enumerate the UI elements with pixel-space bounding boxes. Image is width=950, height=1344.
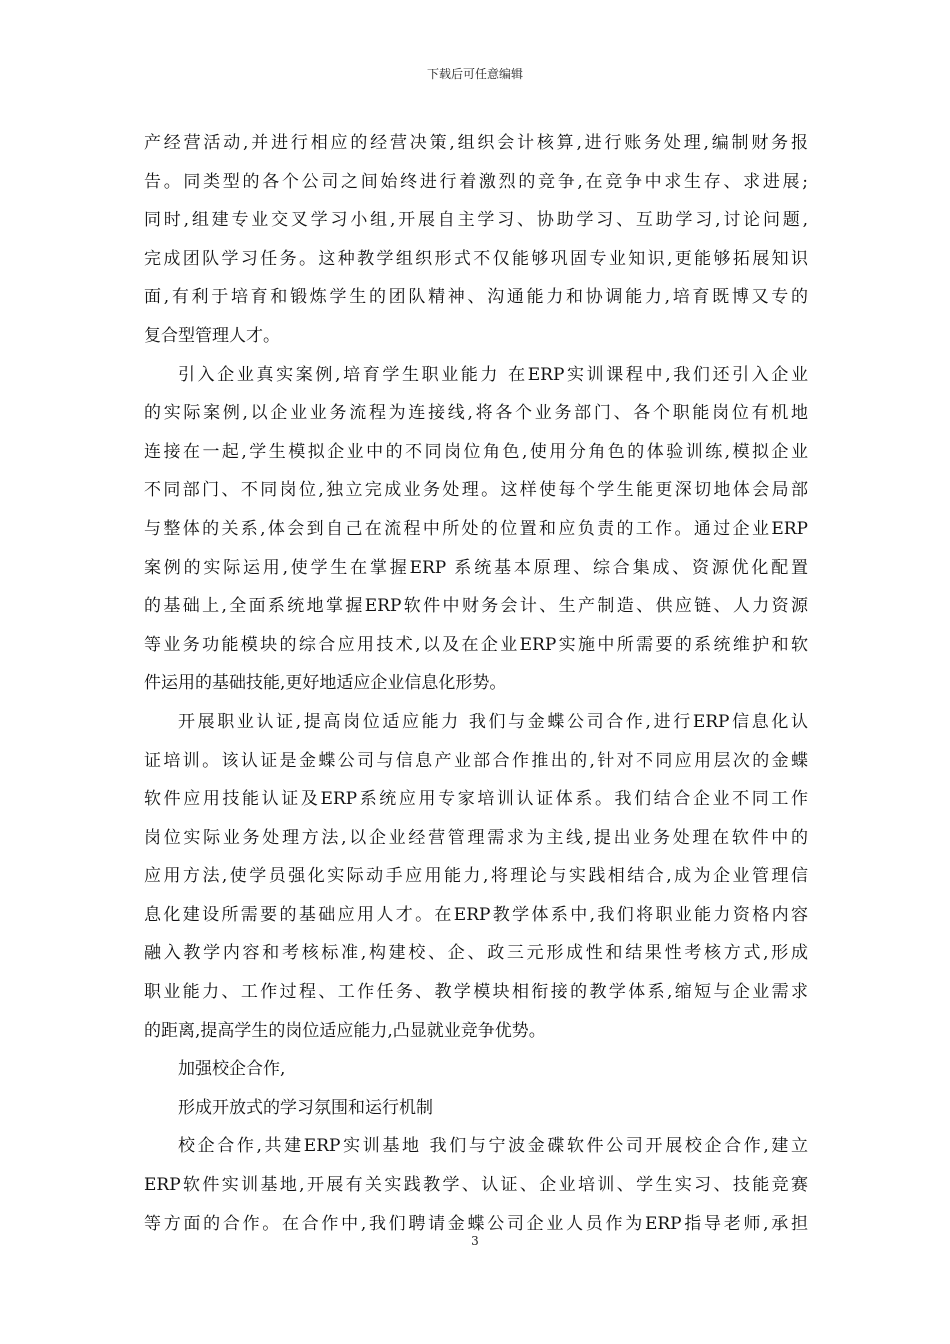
text-line: 产经营活动,并进行相应的经营决策,组织会计核算,进行账务处理,编制财务报	[144, 133, 808, 153]
text-line: 的实际案例,以企业业务流程为连接线,将各个业务部门、各个职能岗位有机地	[144, 403, 808, 424]
text-line: 形成开放式的学习氛围和运行机制	[178, 1097, 433, 1118]
text-line: 等方面的合作。在合作中,我们聘请金蝶公司企业人员作为ERP指导老师,承担	[144, 1213, 808, 1234]
text-line: 融入教学内容和考核标准,构建校、企、政三元形成性和结果性考核方式,形成	[144, 943, 808, 964]
text-line: 等业务功能模块的综合应用技术,以及在企业ERP实施中所需要的系统维护和软	[144, 634, 808, 655]
text-line: 与整体的关系,体会到自己在流程中所处的位置和应负责的工作。通过企业ERP	[144, 518, 808, 539]
text-line: 校企合作,共建ERP实训基地 我们与宁波金碟软件公司开展校企合作,建立	[178, 1136, 808, 1157]
text-line: 完成团队学习任务。这种教学组织形式不仅能够巩固专业知识,更能够拓展知识	[144, 248, 808, 269]
text-line: 职业能力、工作过程、工作任务、教学模块相衔接的教学体系,缩短与企业需求	[144, 982, 808, 1003]
page-header: 下载后可任意编辑	[426, 67, 523, 81]
text-line: 的基础上,全面系统地掌握ERP软件中财务会计、生产制造、供应链、人力资源	[144, 596, 808, 617]
text-line: 证培训。该认证是金蝶公司与信息产业部合作推出的,针对不同应用层次的金蝶	[144, 750, 808, 771]
text-line: 引入企业真实案例,培育学生职业能力 在ERP实训课程中,我们还引入企业	[178, 364, 808, 385]
document-body	[144, 124, 808, 1243]
text-line: 岗位实际业务处理方法,以企业经营管理需求为主线,提出业务处理在软件中的	[144, 827, 808, 848]
text-line: 同时,组建专业交叉学习小组,开展自主学习、协助学习、互助学习,讨论问题,	[144, 210, 808, 231]
text-line: 连接在一起,学生模拟企业中的不同岗位角色,使用分角色的体验训练,模拟企业	[144, 441, 808, 462]
text-line: 开展职业认证,提高岗位适应能力 我们与金蝶公司合作,进行ERP信息化认	[178, 711, 808, 732]
text-line: 不同部门、不同岗位,独立完成业务处理。这样使每个学生能更深切地体会局部	[144, 480, 808, 501]
text-line: 息化建设所需要的基础应用人才。在ERP教学体系中,我们将职业能力资格内容	[144, 904, 808, 925]
text-line: 应用方法,使学员强化实际动手应用能力,将理论与实践相结合,成为企业管理信	[144, 866, 808, 887]
text-line: 加强校企合作,	[178, 1059, 286, 1080]
text-line: 告。同类型的各个公司之间始终进行着激烈的竞争,在竞争中求生存、求进展;	[144, 171, 808, 192]
text-line: 件运用的基础技能,更好地适应企业信息化形势。	[144, 673, 507, 694]
text-line: 案例的实际运用,使学生在掌握ERP 系统基本原理、综合集成、资源优化配置	[144, 557, 808, 578]
text-line: 面,有利于培育和锻炼学生的团队精神、沟通能力和协调能力,培育既博又专的	[144, 287, 808, 308]
page-number: 3	[471, 1234, 479, 1248]
text-line: 复合型管理人才。	[144, 325, 280, 346]
text-line: ERP软件实训基地,开展有关实践教学、认证、企业培训、学生实习、技能竞赛	[144, 1175, 808, 1196]
text-line: 的距离,提高学生的岗位适应能力,凸显就业竞争优势。	[144, 1020, 546, 1041]
text-line: 软件应用技能认证及ERP系统应用专家培训认证体系。我们结合企业不同工作	[144, 789, 808, 810]
